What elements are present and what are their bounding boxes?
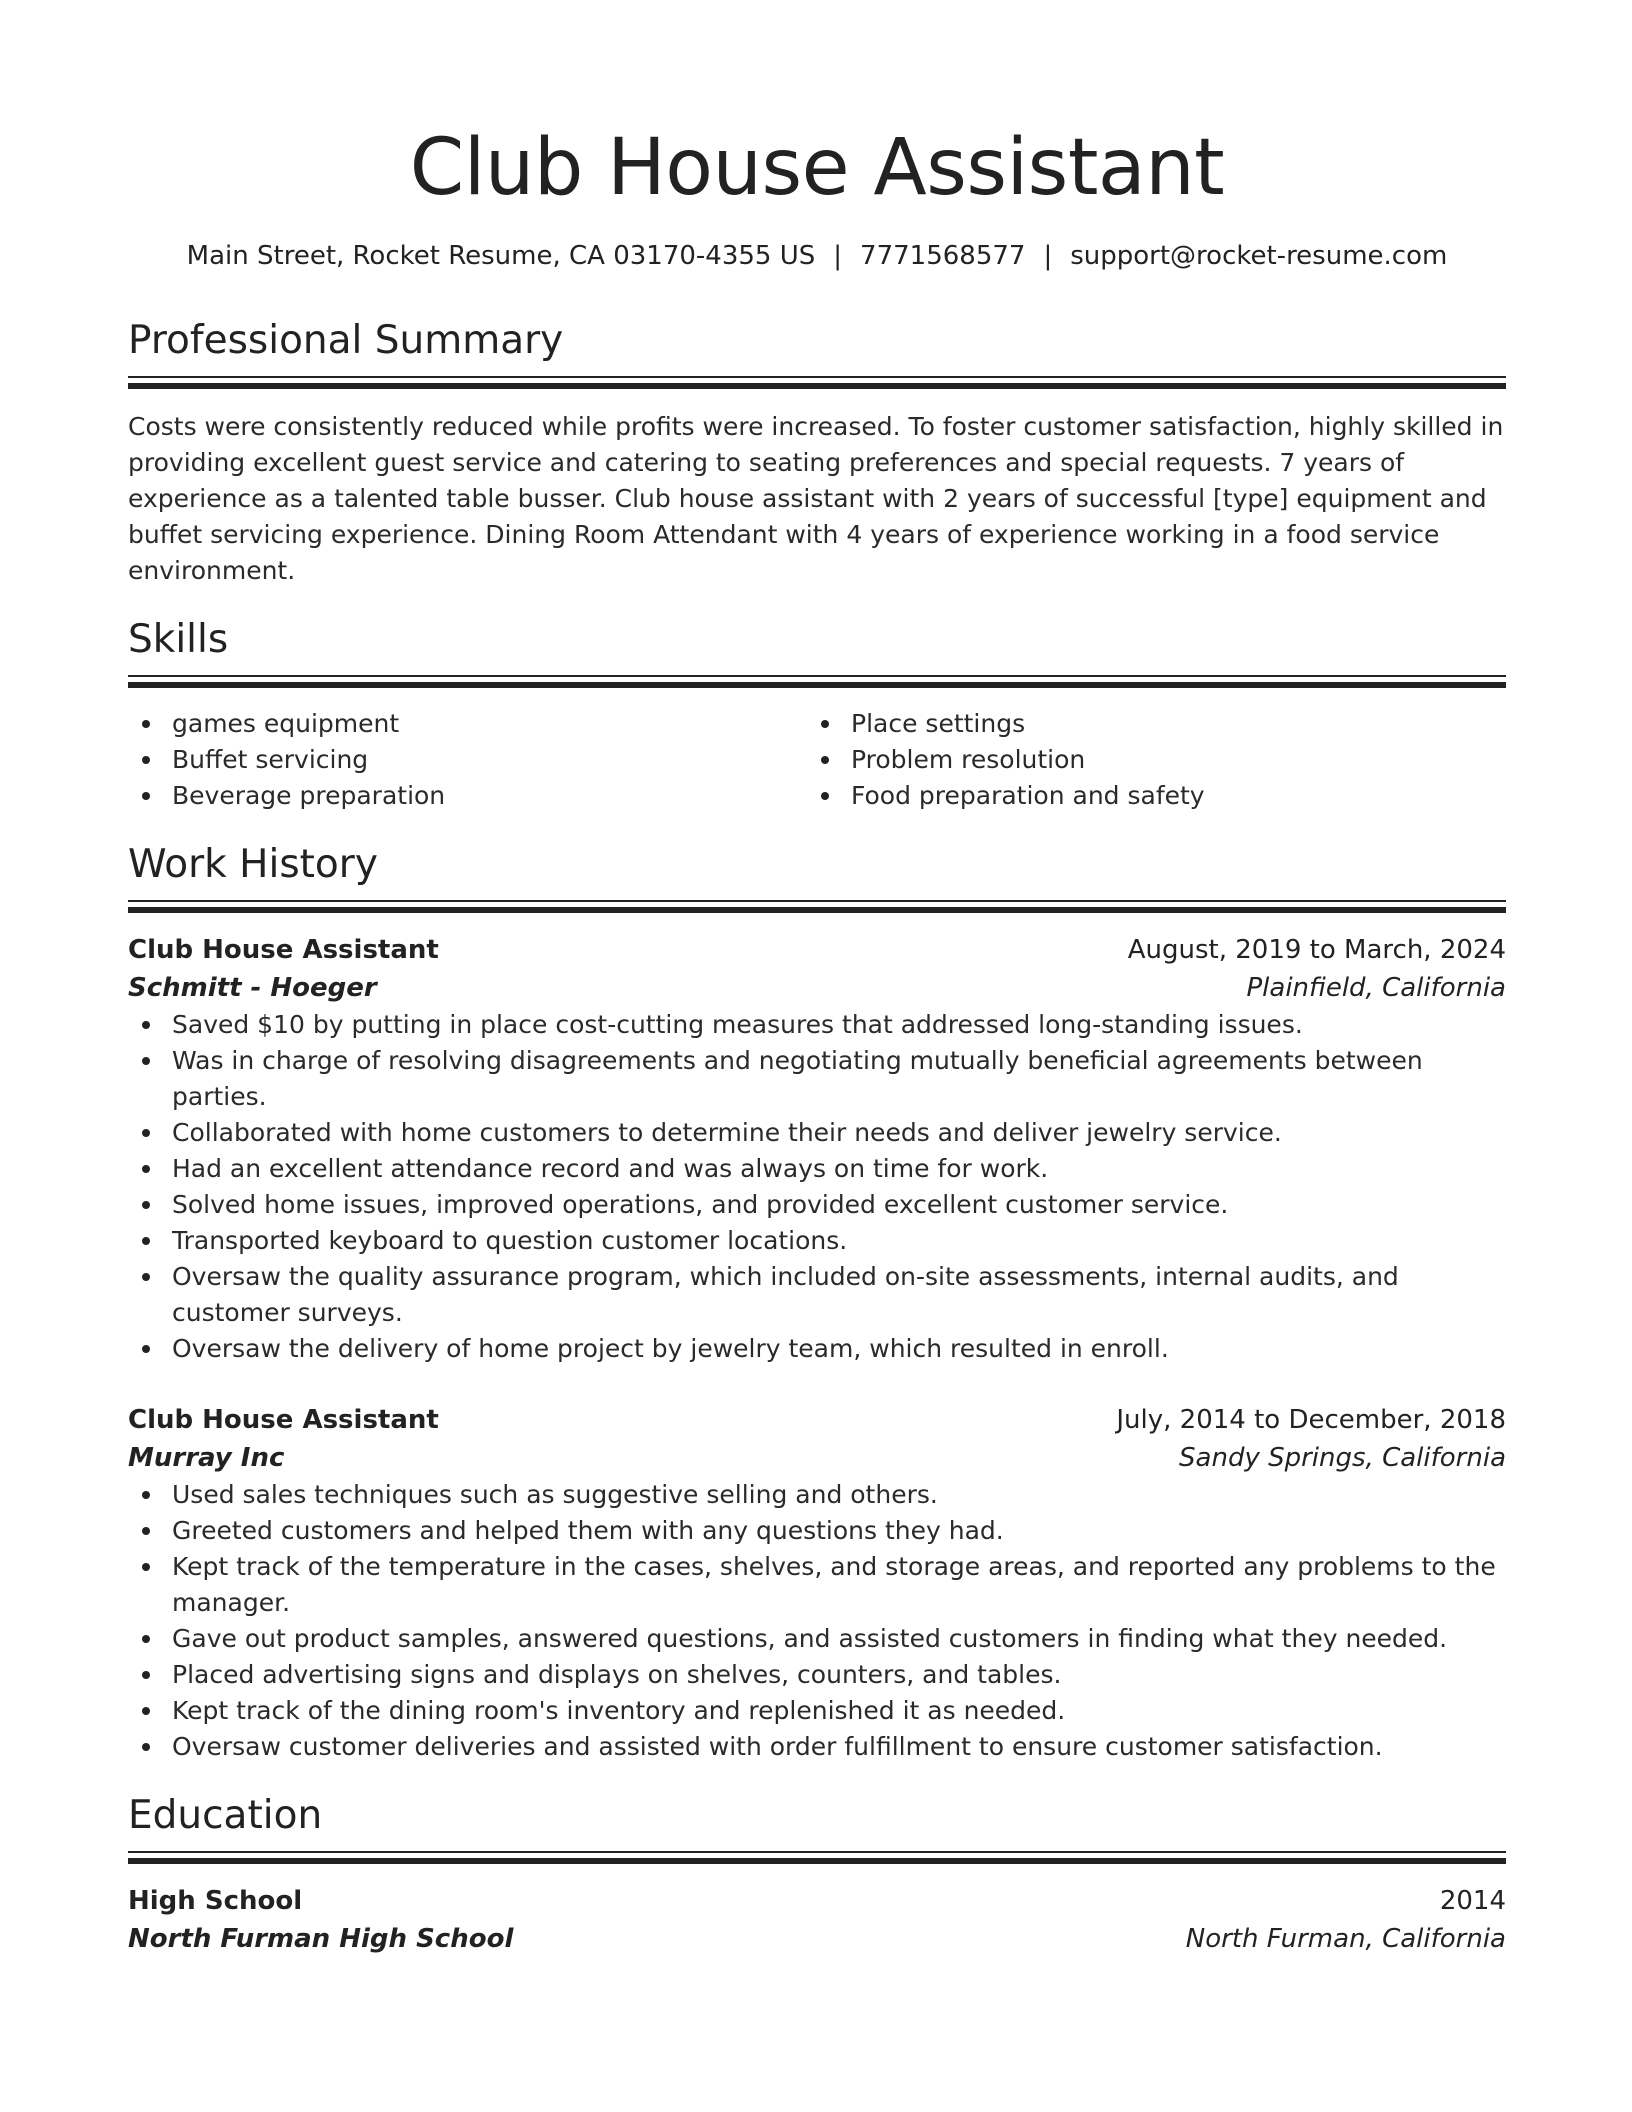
job-duty: Oversaw the quality assurance program, which included on-site assessments, internal audits, and customer surveys. (172, 1259, 1506, 1331)
education-header (128, 1882, 1506, 1920)
job-duty: Was in charge of resolving disagreements and negotiating mutually beneficial agreements between parties. (172, 1043, 1506, 1115)
job-entry (128, 1401, 1506, 1765)
job-duty: Kept track of the dining room's inventory and replenished it as needed. (172, 1693, 1506, 1729)
skills-column-right (807, 706, 1486, 814)
job-dates: August, 2019 to March, 2024 (1127, 935, 1506, 965)
skills-column-left (128, 706, 807, 814)
job-duties (128, 1007, 1506, 1367)
education-section (128, 1791, 1506, 1958)
section-title-summary: Professional Summary (128, 318, 564, 363)
skill-item: Buffet servicing (172, 742, 807, 778)
skill-item: Problem resolution (851, 742, 1486, 778)
contact-separator: | (833, 241, 843, 271)
summary-section (128, 316, 1506, 589)
contact-email[interactable]: support@rocket-resume.com (1070, 241, 1448, 271)
contact-line (128, 238, 1506, 274)
job-header (128, 1401, 1506, 1439)
job-duty: Oversaw the delivery of home project by jewelry team, which resulted in enroll. (172, 1331, 1506, 1367)
job-duty: Solved home issues, improved operations, and provided excellent customer service. (172, 1187, 1506, 1223)
section-title-skills: Skills (128, 617, 229, 662)
summary-text: Costs were consistently reduced while profits were increased. To foster customer satisfaction, highly skilled in providing excellent guest service and catering to seating preferences and special requests. 7 years of experience as a talented table busser. Club house assistant with 2 years of successful [type] equipment and buffet servicing experience. Dining Room Attendant with 4 years of experience working in a food service environment. (128, 412, 1504, 585)
job-entry (128, 931, 1506, 1367)
resume-page (128, 0, 1506, 1958)
job-duty: Used sales techniques such as suggestive selling and others. (172, 1477, 1506, 1513)
contact-separator: | (1043, 241, 1053, 271)
skills-columns (128, 706, 1506, 814)
job-duty: Gave out product samples, answered questions, and assisted customers in finding what they needed. (172, 1621, 1506, 1657)
contact-phone[interactable]: 7771568577 (860, 241, 1026, 271)
education-location: North Furman, California (1185, 1924, 1506, 1954)
job-duty: Oversaw customer deliveries and assisted with order fulfillment to ensure customer satisfaction. (172, 1729, 1506, 1765)
job-location: Sandy Springs, California (1179, 1443, 1506, 1473)
job-duties (128, 1477, 1506, 1765)
job-title: Club House Assistant (128, 935, 439, 965)
job-duty: Placed advertising signs and displays on shelves, counters, and tables. (172, 1657, 1506, 1693)
job-duty: Had an excellent attendance record and was always on time for work. (172, 1151, 1506, 1187)
skill-item: Place settings (851, 706, 1486, 742)
job-duty: Saved $10 by putting in place cost-cutting measures that addressed long-standing issues. (172, 1007, 1506, 1043)
job-duty: Collaborated with home customers to determine their needs and deliver jewelry service. (172, 1115, 1506, 1151)
contact-address: Main Street, Rocket Resume, CA 03170-4355 US (186, 241, 816, 271)
education-year: 2014 (1439, 1886, 1506, 1916)
section-divider (128, 675, 1506, 690)
job-company: Schmitt - Hoeger (128, 973, 377, 1003)
work-history-section (128, 840, 1506, 1765)
skill-item: games equipment (172, 706, 807, 742)
job-duty: Transported keyboard to question customer locations. (172, 1223, 1506, 1259)
job-subheader (128, 969, 1506, 1007)
section-divider (128, 1851, 1506, 1866)
section-title-education: Education (128, 1793, 323, 1838)
job-company: Murray Inc (128, 1443, 285, 1473)
skill-item: Food preparation and safety (851, 778, 1486, 814)
section-divider (128, 900, 1506, 915)
education-entry (128, 1882, 1506, 1958)
job-duty: Kept track of the temperature in the cases, shelves, and storage areas, and reported any problems to the manager. (172, 1549, 1506, 1621)
skills-section (128, 615, 1506, 814)
education-school: North Furman High School (128, 1924, 514, 1954)
job-location: Plainfield, California (1246, 973, 1506, 1003)
skill-item: Beverage preparation (172, 778, 807, 814)
job-header (128, 931, 1506, 969)
job-duty: Greeted customers and helped them with any questions they had. (172, 1513, 1506, 1549)
candidate-name: Club House Assistant (409, 123, 1225, 213)
education-degree: High School (128, 1886, 303, 1916)
section-title-work-history: Work History (128, 842, 378, 887)
job-title: Club House Assistant (128, 1405, 439, 1435)
job-dates: July, 2014 to December, 2018 (1116, 1405, 1506, 1435)
job-subheader (128, 1439, 1506, 1477)
education-subheader (128, 1920, 1506, 1958)
section-divider (128, 376, 1506, 391)
